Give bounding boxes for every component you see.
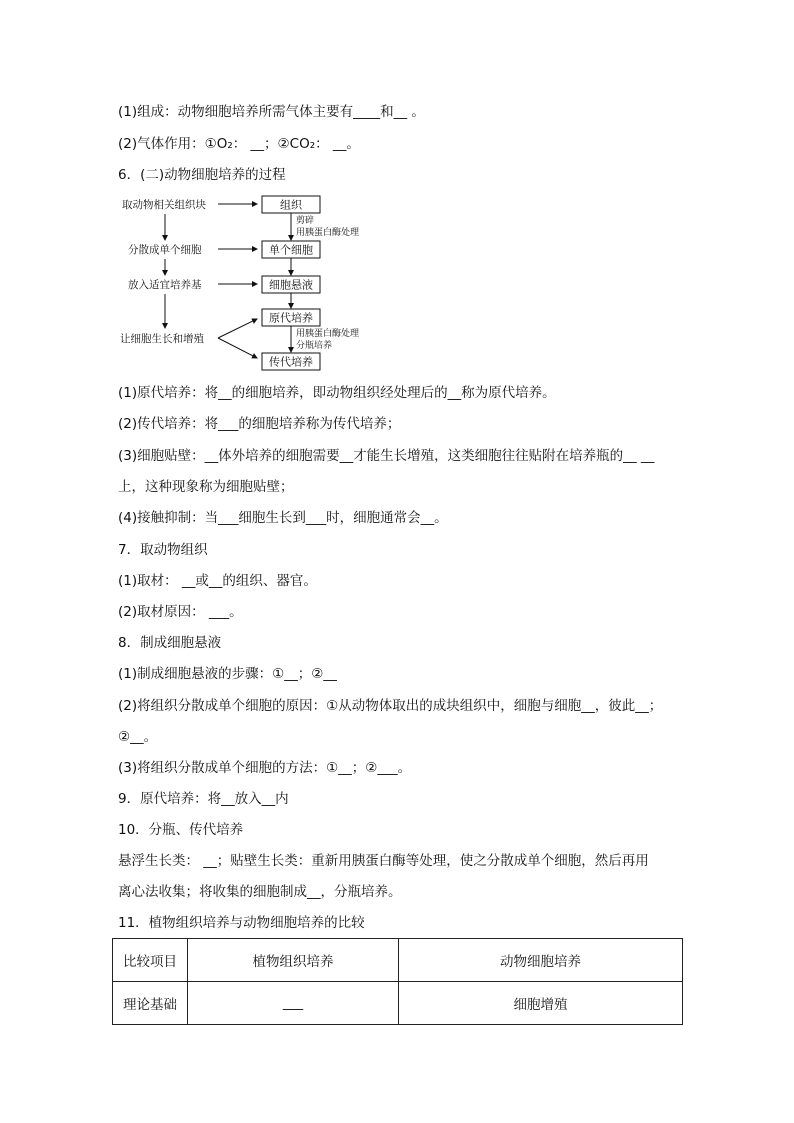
diagram-box-label: 原代培养 (269, 311, 313, 325)
text-line: (1)制成细胞悬液的步骤：①__；②__ (118, 666, 337, 682)
section-heading: 7．取动物组织 (118, 542, 208, 558)
diagram-step-label: 取动物相关组织块 (122, 199, 206, 211)
diagram-annotation: 用胰蛋白酶处理 (296, 329, 360, 339)
text-line: (2)取材原因： ___。 (118, 604, 243, 620)
text-line: (1)取材： __或__的组织、器官。 (118, 573, 317, 589)
diagram-step-label: 分散成单个细胞 (128, 244, 202, 256)
text-line: (2)气体作用：①O₂： __；②CO₂： __。 (118, 136, 360, 152)
table-cell: ___ (188, 982, 399, 1025)
arrow (218, 319, 257, 338)
table-header-row (113, 939, 683, 982)
table-cell: 理论基础 (113, 982, 188, 1025)
section-heading: 10．分瓶、传代培养 (118, 822, 244, 838)
arrow (218, 338, 257, 358)
diagram-box-label: 传代培养 (269, 355, 313, 369)
section-heading: 6．(二)动物细胞培养的过程 (118, 167, 286, 183)
text-line: 9．原代培养：将__放入__内 (118, 791, 289, 807)
diagram-annotation: 分瓶培养 (296, 341, 333, 351)
diagram-step-label: 放入适宜培养基 (128, 279, 202, 291)
diagram-annotation: 用胰蛋白酶处理 (296, 228, 360, 238)
table-header-cell: 植物组织培养 (188, 939, 399, 982)
text-line: (1)组成：动物细胞培养所需气体主要有____和__ 。 (118, 104, 425, 120)
text-line: 悬浮生长类： __；贴壁生长类：重新用胰蛋白酶等处理，使之分散成单个细胞，然后再用 (118, 853, 649, 869)
text-line: (3)细胞贴壁：__体外培养的细胞需要__才能生长增殖，这类细胞往往贴附在培养瓶的__ __ (118, 448, 655, 464)
text-line: (4)接触抑制：当___细胞生长到___时，细胞通常会__。 (118, 510, 448, 526)
table-row (113, 982, 683, 1025)
text-line: 上，这种现象称为细胞贴壁； (118, 479, 294, 495)
text-line: 离心法收集；将收集的细胞制成__，分瓶培养。 (118, 884, 402, 900)
text-line: ②__。 (118, 729, 158, 745)
text-line: (2)传代培养：将___的细胞培养称为传代培养； (118, 416, 401, 432)
section-heading: 8．制成细胞悬液 (118, 635, 222, 651)
text-line: (1)原代培养：将__的细胞培养，即动物组织经处理后的__称为原代培养。 (118, 385, 556, 401)
table-header-cell: 比较项目 (113, 939, 188, 982)
text-line: (3)将组织分散成单个细胞的方法：①__；②___。 (118, 760, 412, 776)
diagram-box-label: 组织 (280, 198, 302, 212)
table-cell: 细胞增殖 (399, 982, 683, 1025)
culture-process-diagram (118, 192, 378, 372)
diagram-box-label: 单个细胞 (269, 243, 313, 257)
diagram-annotation: 剪碎 (296, 216, 315, 226)
section-heading: 11．植物组织培养与动物细胞培养的比较 (118, 915, 365, 931)
table-header-cell: 动物细胞培养 (399, 939, 683, 982)
diagram-step-label: 让细胞生长和增殖 (120, 333, 204, 345)
comparison-table (112, 938, 683, 1025)
diagram-box-label: 细胞悬液 (269, 278, 313, 292)
text-line: (2)将组织分散成单个细胞的原因：①从动物体取出的成块组织中，细胞与细胞__，彼此__； (118, 698, 663, 714)
